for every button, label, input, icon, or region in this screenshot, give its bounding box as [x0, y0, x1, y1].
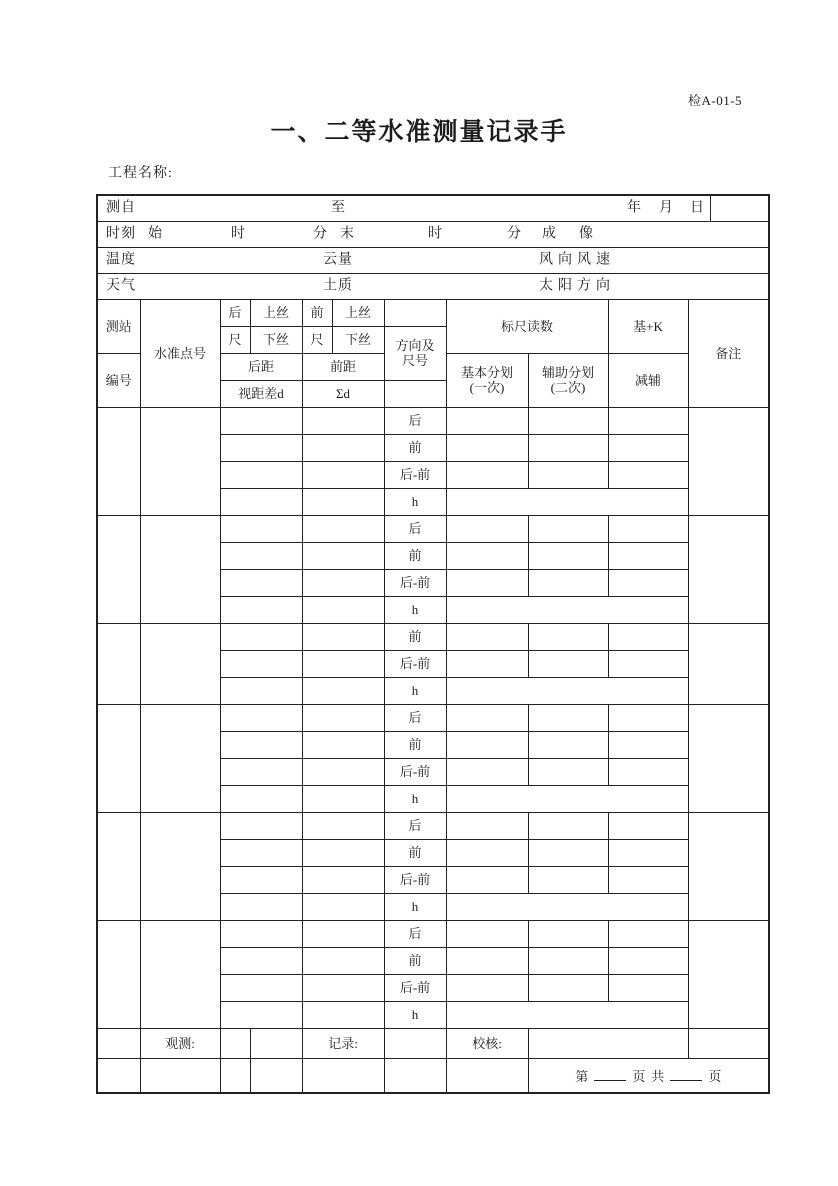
direction-label: 后 [384, 407, 446, 434]
project-name-label: 工程名称: [108, 166, 173, 181]
front-dist-cell [302, 407, 384, 434]
back-dist-cell [220, 812, 302, 839]
h-value-cell [446, 785, 688, 812]
header-remarks: 备注 [688, 299, 769, 407]
back-dist-cell [220, 839, 302, 866]
date-cell-divider [710, 196, 711, 221]
basic-reading-cell [446, 839, 528, 866]
direction-label: 后 [384, 920, 446, 947]
front-dist-cell [302, 758, 384, 785]
back-dist-cell [220, 920, 302, 947]
aux-reading-cell [528, 812, 608, 839]
direction-label: 前 [384, 731, 446, 758]
header-row-1 [97, 299, 769, 326]
basic-reading-cell [446, 731, 528, 758]
front-dist-cell [302, 461, 384, 488]
basic-reading-cell [446, 650, 528, 677]
footer-empty-cell [688, 1028, 769, 1058]
back-dist-cell [220, 488, 302, 515]
header-dist-diff: 视距差d [220, 380, 302, 407]
back-dist-cell [220, 569, 302, 596]
basic-reading-cell [446, 623, 528, 650]
year-label: 年 [627, 200, 642, 216]
front-dist-cell [302, 569, 384, 596]
info-row-weather [97, 273, 769, 299]
base-k-cell [608, 758, 688, 785]
direction-label: h [384, 1001, 446, 1028]
basic-reading-cell [446, 434, 528, 461]
info-measured-cell [97, 195, 769, 221]
direction-label: h [384, 488, 446, 515]
signature-row [97, 1028, 769, 1058]
aux-reading-cell [528, 866, 608, 893]
direction-label: h [384, 785, 446, 812]
header-back: 后 [220, 299, 250, 326]
station-block-row [97, 407, 769, 434]
back-dist-cell [220, 974, 302, 1001]
base-k-cell [608, 866, 688, 893]
time-label: 时刻 [106, 226, 136, 242]
header-aux-div [528, 353, 608, 407]
base-k-cell [608, 650, 688, 677]
page-prefix-label: 第 [575, 1068, 589, 1084]
back-dist-cell [220, 650, 302, 677]
aux-reading-cell [528, 569, 608, 596]
header-aux-div-line1: 辅助分划 [541, 365, 594, 380]
base-k-cell [608, 947, 688, 974]
hour-label-2: 时 [428, 226, 443, 242]
basic-reading-cell [446, 866, 528, 893]
footer-empty-cell [384, 1058, 446, 1093]
footer-empty-cell [528, 1028, 688, 1058]
remarks-cell [688, 920, 769, 1028]
station-block-row [97, 515, 769, 542]
direction-label: h [384, 893, 446, 920]
info-time-cell [97, 221, 769, 247]
page-number-blank [594, 1067, 626, 1081]
basic-reading-cell [446, 812, 528, 839]
basic-reading-cell [446, 920, 528, 947]
front-dist-cell [302, 488, 384, 515]
front-dist-cell [302, 731, 384, 758]
measure-from-label: 测自 [106, 200, 136, 216]
station-number-cell [97, 623, 140, 704]
remarks-cell [688, 812, 769, 920]
basic-reading-cell [446, 515, 528, 542]
remarks-cell [688, 515, 769, 623]
month-label: 月 [659, 200, 674, 216]
back-dist-cell [220, 947, 302, 974]
front-dist-cell [302, 812, 384, 839]
aux-reading-cell [528, 623, 608, 650]
recorder-label: 记录: [302, 1028, 384, 1058]
header-direction-line2: 尺号 [401, 353, 428, 368]
basic-reading-cell [446, 569, 528, 596]
station-block-row [97, 704, 769, 731]
page-number-row [97, 1058, 769, 1093]
header-back-dist: 后距 [220, 353, 302, 380]
back-dist-cell [220, 596, 302, 623]
sun-direction-label: 太阳方向 [539, 278, 615, 294]
direction-label: 后 [384, 515, 446, 542]
station-block-row [97, 920, 769, 947]
leveling-record-table [96, 194, 770, 1094]
back-dist-cell [220, 731, 302, 758]
direction-label: 后 [384, 704, 446, 731]
header-rod-front: 尺 [302, 326, 332, 353]
back-dist-cell [220, 515, 302, 542]
footer-empty-cell [140, 1058, 220, 1093]
station-block-row [97, 623, 769, 650]
header-sum-d: Σd [302, 380, 384, 407]
direction-label: 后-前 [384, 974, 446, 1001]
info-row-time [97, 221, 769, 247]
back-dist-cell [220, 866, 302, 893]
base-k-cell [608, 434, 688, 461]
info-weather-cell [97, 273, 769, 299]
page-unit-label-2: 页 [708, 1068, 722, 1084]
aux-reading-cell [528, 461, 608, 488]
benchmark-no-cell [140, 407, 220, 515]
remarks-cell [688, 623, 769, 704]
station-block-row [97, 812, 769, 839]
checker-label: 校核: [446, 1028, 528, 1058]
footer-empty-cell [220, 1058, 250, 1093]
cloud-cover-label: 云量 [323, 252, 353, 268]
weather-label: 天气 [106, 278, 136, 294]
direction-label: 后-前 [384, 866, 446, 893]
front-dist-cell [302, 434, 384, 461]
front-dist-cell [302, 920, 384, 947]
footer-empty-cell [97, 1058, 140, 1093]
h-value-cell [446, 677, 688, 704]
doc-code: 检A-01-5 [688, 93, 743, 108]
end-label: 末 [340, 226, 355, 242]
direction-label: 前 [384, 623, 446, 650]
aux-reading-cell [528, 920, 608, 947]
aux-reading-cell [528, 974, 608, 1001]
basic-reading-cell [446, 947, 528, 974]
header-base-plus-k: 基+K [608, 299, 688, 353]
header-basic-div-line1: 基本分划 [460, 365, 513, 380]
start-label: 始 [148, 226, 163, 242]
front-dist-cell [302, 839, 384, 866]
header-upper-wire-back: 上丝 [250, 299, 302, 326]
base-k-cell [608, 569, 688, 596]
back-dist-cell [220, 1001, 302, 1028]
direction-label: 后-前 [384, 758, 446, 785]
page-number-cell [528, 1058, 769, 1093]
direction-label: 后-前 [384, 569, 446, 596]
base-k-cell [608, 407, 688, 434]
header-basic-div [446, 353, 528, 407]
h-value-cell [446, 893, 688, 920]
front-dist-cell [302, 542, 384, 569]
page-unit-label: 页 [632, 1068, 646, 1084]
direction-label: 后 [384, 812, 446, 839]
aux-reading-cell [528, 434, 608, 461]
back-dist-cell [220, 758, 302, 785]
base-k-cell [608, 812, 688, 839]
back-dist-cell [220, 677, 302, 704]
header-aux-div-line2: (二次) [550, 380, 586, 395]
info-row-measured [97, 195, 769, 221]
header-minus-aux: 减辅 [608, 353, 688, 407]
basic-reading-cell [446, 542, 528, 569]
front-dist-cell [302, 515, 384, 542]
base-k-cell [608, 461, 688, 488]
header-benchmark-no: 水准点号 [140, 299, 220, 407]
hour-label-1: 时 [231, 226, 246, 242]
wind-label: 风向风速 [539, 252, 615, 268]
footer-empty-cell [384, 1028, 446, 1058]
page-total-blank [670, 1067, 702, 1081]
front-dist-cell [302, 650, 384, 677]
front-dist-cell [302, 785, 384, 812]
direction-label: 前 [384, 947, 446, 974]
header-upper-wire-front: 上丝 [332, 299, 384, 326]
benchmark-no-cell [140, 704, 220, 812]
header-number: 编号 [97, 353, 140, 407]
basic-reading-cell [446, 704, 528, 731]
to-label: 至 [331, 200, 346, 216]
footer-empty-cell [250, 1058, 302, 1093]
footer-empty-cell [220, 1028, 250, 1058]
page-total-label: 共 [651, 1068, 665, 1084]
header-front: 前 [302, 299, 332, 326]
station-number-cell [97, 920, 140, 1028]
benchmark-no-cell [140, 515, 220, 623]
direction-label: 前 [384, 434, 446, 461]
back-dist-cell [220, 461, 302, 488]
basic-reading-cell [446, 974, 528, 1001]
front-dist-cell [302, 677, 384, 704]
base-k-cell [608, 623, 688, 650]
aux-reading-cell [528, 515, 608, 542]
day-label: 日 [690, 200, 705, 216]
info-row-temperature [97, 247, 769, 273]
info-temperature-cell [97, 247, 769, 273]
base-k-cell [608, 974, 688, 1001]
imaging-label-2: 像 [579, 226, 594, 242]
h-value-cell [446, 596, 688, 623]
base-k-cell [608, 704, 688, 731]
header-direction-spacer-top [384, 299, 446, 326]
aux-reading-cell [528, 758, 608, 785]
header-rod-back: 尺 [220, 326, 250, 353]
remarks-cell [688, 704, 769, 812]
page-title: 一、二等水准测量记录手 [270, 117, 568, 146]
header-front-dist: 前距 [302, 353, 384, 380]
station-number-cell [97, 407, 140, 515]
benchmark-no-cell [140, 812, 220, 920]
direction-label: 前 [384, 542, 446, 569]
imaging-label-1: 成 [542, 226, 557, 242]
footer-empty-cell [97, 1028, 140, 1058]
aux-reading-cell [528, 407, 608, 434]
base-k-cell [608, 920, 688, 947]
header-rod-reading: 标尺读数 [446, 299, 608, 353]
aux-reading-cell [528, 731, 608, 758]
direction-label: h [384, 596, 446, 623]
h-value-cell [446, 1001, 688, 1028]
aux-reading-cell [528, 542, 608, 569]
back-dist-cell [220, 407, 302, 434]
header-lower-wire-back: 下丝 [250, 326, 302, 353]
back-dist-cell [220, 623, 302, 650]
footer-empty-cell [250, 1028, 302, 1058]
front-dist-cell [302, 1001, 384, 1028]
soil-label: 土质 [323, 278, 353, 294]
basic-reading-cell [446, 758, 528, 785]
station-number-cell [97, 515, 140, 623]
minute-label-2: 分 [507, 226, 522, 242]
base-k-cell [608, 731, 688, 758]
benchmark-no-cell [140, 623, 220, 704]
h-value-cell [446, 488, 688, 515]
observer-label: 观测: [140, 1028, 220, 1058]
back-dist-cell [220, 542, 302, 569]
station-number-cell [97, 812, 140, 920]
base-k-cell [608, 542, 688, 569]
front-dist-cell [302, 623, 384, 650]
benchmark-no-cell [140, 920, 220, 1028]
aux-reading-cell [528, 650, 608, 677]
remarks-cell [688, 407, 769, 515]
front-dist-cell [302, 704, 384, 731]
minute-label-1: 分 [313, 226, 328, 242]
footer-empty-cell [302, 1058, 384, 1093]
header-station: 测站 [97, 299, 140, 353]
temperature-label: 温度 [106, 252, 136, 268]
front-dist-cell [302, 596, 384, 623]
direction-label: 前 [384, 839, 446, 866]
back-dist-cell [220, 434, 302, 461]
footer-empty-cell [446, 1058, 528, 1093]
header-basic-div-line2: (一次) [469, 380, 505, 395]
station-number-cell [97, 704, 140, 812]
direction-label: h [384, 677, 446, 704]
back-dist-cell [220, 893, 302, 920]
basic-reading-cell [446, 461, 528, 488]
front-dist-cell [302, 893, 384, 920]
front-dist-cell [302, 866, 384, 893]
header-direction-line1: 方向及 [395, 338, 435, 353]
aux-reading-cell [528, 704, 608, 731]
direction-label: 后-前 [384, 461, 446, 488]
front-dist-cell [302, 947, 384, 974]
aux-reading-cell [528, 839, 608, 866]
header-lower-wire-front: 下丝 [332, 326, 384, 353]
base-k-cell [608, 515, 688, 542]
back-dist-cell [220, 785, 302, 812]
aux-reading-cell [528, 947, 608, 974]
header-direction-rod-no [384, 326, 446, 380]
base-k-cell [608, 839, 688, 866]
basic-reading-cell [446, 407, 528, 434]
header-direction-spacer-bottom [384, 380, 446, 407]
front-dist-cell [302, 974, 384, 1001]
direction-label: 后-前 [384, 650, 446, 677]
back-dist-cell [220, 704, 302, 731]
